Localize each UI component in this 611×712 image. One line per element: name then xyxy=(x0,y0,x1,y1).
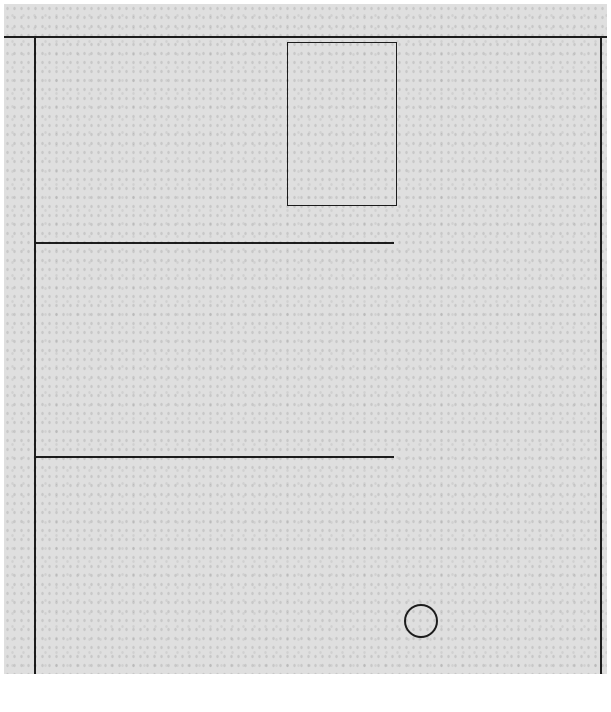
right-border xyxy=(600,36,602,674)
installment-badge xyxy=(404,604,438,638)
masthead-strip xyxy=(4,6,607,38)
middle-divider xyxy=(34,242,394,244)
intro-box xyxy=(287,42,397,206)
lower-divider xyxy=(34,456,394,458)
bottom-strip xyxy=(44,656,484,672)
left-border xyxy=(34,36,36,674)
top-rule xyxy=(4,36,607,38)
newspaper-scan xyxy=(4,4,607,674)
